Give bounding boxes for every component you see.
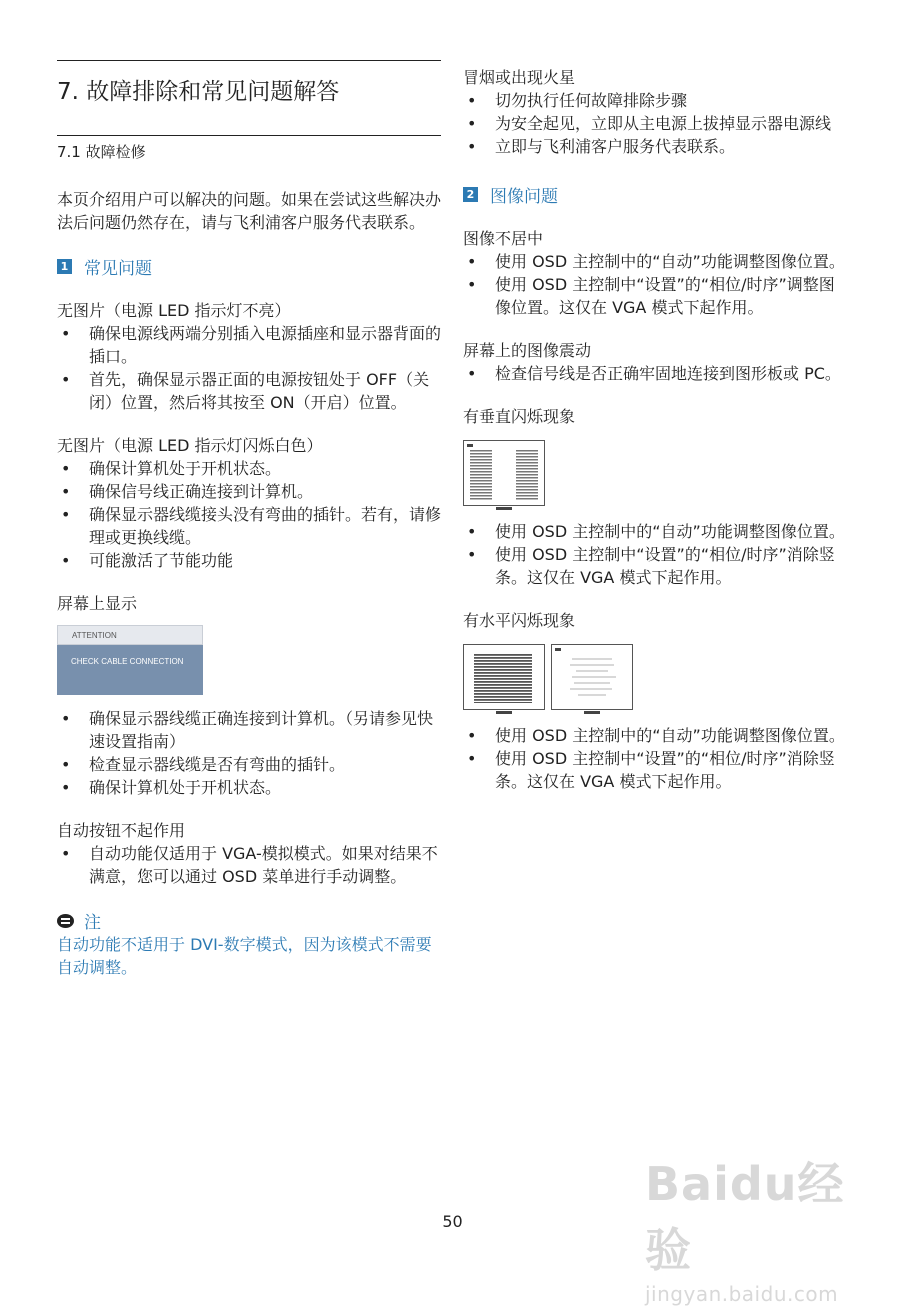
common-problems-heading [57, 254, 441, 279]
problem-group-no-picture-led-off [57, 299, 441, 414]
list-item: • 确保计算机处于开机状态。 [57, 457, 441, 480]
problem-heading: 自动按钮不起作用 [57, 821, 186, 840]
list-item: • 确保显示器线缆正确连接到计算机。（另请参见快速设置指南） [57, 707, 441, 753]
horizontal-flicker-before [463, 644, 545, 710]
watermark-logo-text: Baidu经验 [645, 1157, 845, 1277]
problem-heading: 无图片（电源 LED 指示灯不亮） [57, 301, 291, 320]
list-item: • 首先，确保显示器正面的电源按钮处于 OFF（关闭）位置，然后将其按至 ON（开启）位置。 [57, 368, 441, 414]
problem-group-vertical-flicker [463, 405, 847, 589]
right-column [463, 66, 847, 813]
section-number-badge: 2 [463, 187, 478, 202]
problem-group-auto-button [57, 819, 441, 888]
list-item: • 确保显示器线缆接头没有弯曲的插针。若有，请修理或更换线缆。 [57, 503, 441, 549]
problem-heading: 有水平闪烁现象 [463, 611, 576, 630]
list-item: • 确保计算机处于开机状态。 [57, 776, 441, 799]
vertical-flicker-graphic [464, 441, 544, 505]
note-text: 自动功能不适用于 DVI-数字模式，因为该模式不需要自动调整。 [57, 935, 432, 977]
section-title: 7.1 故障检修 [57, 143, 146, 161]
attention-message: CHECK CABLE CONNECTION [71, 657, 184, 666]
problem-group-vibration [463, 339, 847, 385]
vertical-flicker-illustration [463, 440, 545, 506]
list-item: • 切勿执行任何故障排除步骤 [463, 89, 847, 112]
solution-list [57, 457, 441, 572]
list-item: • 确保信号线正确连接到计算机。 [57, 480, 441, 503]
solution-list [57, 842, 441, 888]
top-rule [57, 60, 441, 61]
problem-group-not-centered [463, 227, 847, 319]
list-item: • 使用 OSD 主控制中的“自动”功能调整图像位置。 [463, 250, 847, 273]
solution-list [57, 322, 441, 414]
list-item: • 使用 OSD 主控制中“设置”的“相位/时序”调整图像位置。这仅在 VGA 模式下起作用。 [463, 273, 847, 319]
problem-heading: 图像不居中 [463, 229, 544, 248]
list-item: • 可能激活了节能功能 [57, 549, 441, 572]
problem-group-smoke [463, 66, 847, 158]
list-item: • 使用 OSD 主控制中“设置”的“相位/时序”消除竖条。这仅在 VGA 模式下起作用。 [463, 543, 847, 589]
solution-list [463, 89, 847, 158]
common-problems-title: 常见问题 [84, 259, 152, 279]
horizontal-flicker-graphic [464, 645, 544, 709]
list-item: • 立即与飞利浦客户服务代表联系。 [463, 135, 847, 158]
note-heading [57, 908, 441, 933]
monitor-stand [496, 711, 512, 714]
problem-heading: 屏幕上显示 [57, 594, 138, 613]
problem-heading: 屏幕上的图像震动 [463, 341, 592, 360]
clean-screen-graphic [552, 645, 632, 709]
note-title: 注 [84, 913, 101, 933]
problem-group-screen-message [57, 592, 441, 799]
solution-list [463, 362, 847, 385]
list-item: • 使用 OSD 主控制中的“自动”功能调整图像位置。 [463, 520, 847, 543]
list-item: • 确保电源线两端分别插入电源插座和显示器背面的插口。 [57, 322, 441, 368]
list-item: • 使用 OSD 主控制中的“自动”功能调整图像位置。 [463, 724, 847, 747]
section-number-badge: 1 [57, 259, 72, 274]
problem-heading: 无图片（电源 LED 指示灯闪烁白色） [57, 436, 323, 455]
solution-list [57, 707, 441, 799]
chapter-title: 7. 故障排除和常见问题解答 [57, 79, 340, 105]
solution-list [463, 724, 847, 793]
solution-list [463, 520, 847, 589]
intro-paragraph: 本页介绍用户可以解决的问题。如果在尝试这些解决办法后问题仍然存在，请与飞利浦客户服务代表联系。 [57, 190, 442, 232]
page-number: 50 [442, 1212, 463, 1231]
image-problems-title: 图像问题 [490, 187, 558, 207]
problem-heading: 有垂直闪烁现象 [463, 407, 576, 426]
list-item: • 检查显示器线缆是否有弯曲的插针。 [57, 753, 441, 776]
attention-dialog-illustration [57, 625, 203, 695]
attention-header: ATTENTION [57, 625, 203, 645]
problem-group-no-picture-led-blink [57, 434, 441, 572]
list-item: • 自动功能仅适用于 VGA-模拟模式。如果对结果不满意，您可以通过 OSD 菜单进行手动调整。 [57, 842, 441, 888]
image-problems-heading [463, 182, 847, 207]
problem-group-horizontal-flicker [463, 609, 847, 793]
left-column [57, 60, 441, 979]
monitor-stand [584, 711, 600, 714]
monitor-stand [496, 507, 512, 510]
list-item: • 检查信号线是否正确牢固地连接到图形板或 PC。 [463, 362, 847, 385]
solution-list [463, 250, 847, 319]
note-icon [57, 914, 74, 928]
baidu-watermark [645, 1148, 855, 1306]
watermark-url: jingyan.baidu.com [645, 1282, 839, 1306]
list-item: • 使用 OSD 主控制中“设置”的“相位/时序”消除竖条。这仅在 VGA 模式下起作用。 [463, 747, 847, 793]
horizontal-flicker-illustrations [463, 644, 847, 710]
list-item: • 为安全起见，立即从主电源上拔掉显示器电源线 [463, 112, 847, 135]
problem-heading: 冒烟或出现火星 [463, 68, 576, 87]
horizontal-flicker-after [551, 644, 633, 710]
